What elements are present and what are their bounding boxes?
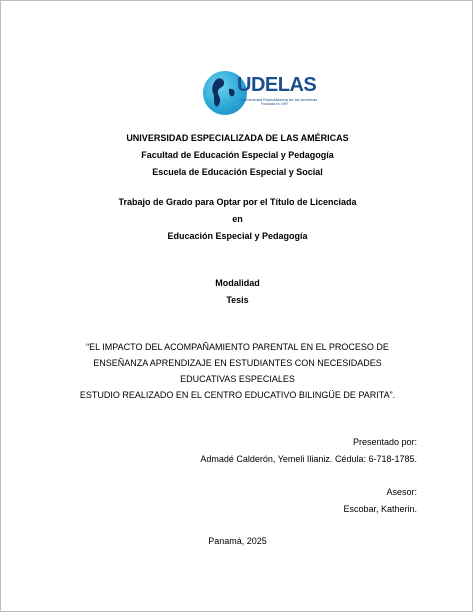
- presenter-label: Presentado por:: [352, 437, 417, 447]
- logo-brand: UDELAS: [237, 74, 317, 96]
- advisor-label: Asesor:: [386, 487, 417, 497]
- place-date: Panamá, 2025: [208, 536, 267, 546]
- thesis-title-line-4: ESTUDIO REALIZADO EN EL CENTRO EDUCATIVO BILINGÜE DE PARITA”.: [79, 390, 396, 400]
- udelas-logo: [201, 70, 318, 120]
- faculty-name: Facultad de Educación Especial y Pedagogía: [141, 150, 334, 160]
- degree-line-3: Educación Especial y Pedagogía: [167, 231, 308, 241]
- advisor-value: Escobar, Katherin.: [343, 504, 417, 514]
- modality-value: Tesis: [226, 295, 249, 305]
- degree-line-1: Trabajo de Grado para Optar por el Título de Licenciada: [118, 197, 357, 207]
- presenter-value: Admadé Calderón, Yemeli Ilianiz. Cédula: 6-718-1785.: [200, 454, 417, 464]
- thesis-title-line-3: EDUCATIVAS ESPECIALES: [180, 374, 295, 384]
- modality-label: Modalidad: [215, 278, 260, 288]
- thesis-title-line-2: ENSEÑANZA APRENDIZAJE EN ESTUDIANTES CON NECESIDADES: [93, 358, 382, 368]
- logo-founded: Fundada en 1997: [261, 102, 289, 106]
- university-name: UNIVERSIDAD ESPECIALIZADA DE LAS AMÉRICAS: [126, 133, 349, 143]
- thesis-title-line-1: “EL IMPACTO DEL ACOMPAÑAMIENTO PARENTAL EN EL PROCESO DE: [86, 342, 389, 352]
- degree-line-2: en: [232, 214, 243, 224]
- logo-tagline: Universidad Especializada de las Américas: [241, 97, 318, 102]
- school-name: Escuela de Educación Especial y Social: [152, 167, 323, 177]
